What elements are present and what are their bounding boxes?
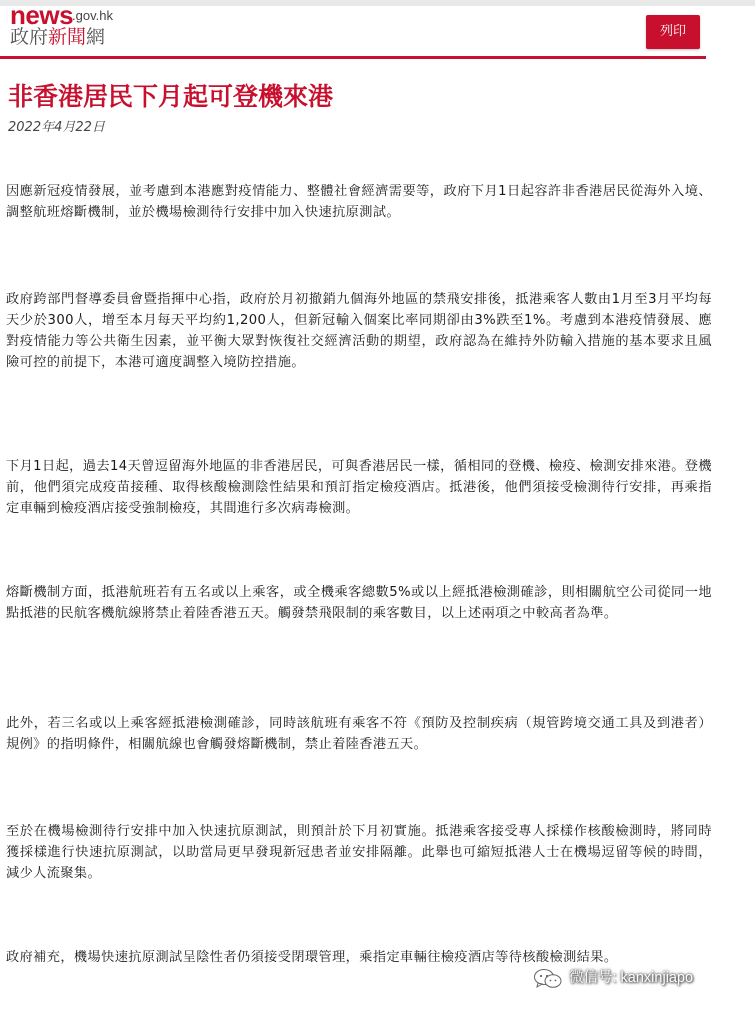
wechat-watermark — [533, 966, 753, 992]
print-button[interactable]: 列印 — [646, 15, 700, 49]
article-title: 非香港居民下月起可登機來港 — [8, 82, 334, 111]
site-header — [0, 0, 755, 58]
article-paragraph-1: 因應新冠疫情發展，並考慮到本港應對疫情能力、整體社會經濟需要等，政府下月1日起容許非香港居民從海外入境、調整航班熔斷機制，並於機場檢測待行安排中加入快速抗原測試。 — [6, 184, 712, 220]
article-paragraph-3: 下月1日起，過去14天曾逗留海外地區的非香港居民，可與香港居民一樣，循相同的登機、檢疫、檢測安排來港。登機前，他們須完成疫苗接種、取得核酸檢測陰性結果和預訂指定檢疫酒店。抵港後，他們須接受檢測待行安排，再乘指定車輛到檢疫酒店接受強制檢疫，其間進行多次病毒檢測。 — [6, 459, 712, 516]
logo-cn-part-3: 網 — [86, 26, 106, 48]
logo-news-text: news — [10, 0, 74, 30]
article-paragraph-4: 熔斷機制方面，抵港航班若有五名或以上乘客，或全機乘客總數5%或以上經抵港檢測確診，則相關航空公司從同一地點抵港的民航客機航線將禁止着陸香港五天。觸發禁飛限制的乘客數目，以上述兩項之中較高者為準。 — [6, 585, 712, 621]
site-logo[interactable] — [10, 0, 150, 52]
watermark-text: 微信号: kanxinjiapo — [569, 970, 694, 986]
article-paragraph-6: 至於在機場檢測待行安排中加入快速抗原測試，則預計於下月初實施。抵港乘客接受專人採樣作核酸檢測時，將同時獲採樣進行快速抗原測試，以助當局更早發現新冠患者並安排隔離。此舉也可縮短抵港人士在機場逗留等候的時間，減少人流聚集。 — [6, 824, 712, 881]
logo-chinese-name — [10, 26, 105, 48]
article-date: 2022年4月22日 — [8, 120, 105, 135]
wechat-icon — [533, 968, 563, 990]
logo-cn-part-2: 新聞 — [48, 26, 87, 48]
article-paragraph-5: 此外，若三名或以上乘客經抵港檢測確診，同時該航班有乘客不符《預防及控制疾病（規管跨境交通工具及到港者）規例》的指明條件，相關航線也會觸發熔斷機制，禁止着陸香港五天。 — [6, 716, 712, 752]
article-paragraph-7: 政府補充，機場快速抗原測試呈陰性者仍須接受閉環管理，乘指定車輛往檢疫酒店等待核酸檢測結果。 — [6, 950, 618, 965]
logo-domain-text: .gov.hk — [72, 8, 113, 23]
header-divider — [0, 56, 706, 59]
logo-cn-part-1: 政府 — [10, 26, 49, 48]
article-paragraph-2: 政府跨部門督導委員會暨指揮中心指，政府於月初撤銷九個海外地區的禁飛安排後，抵港乘客人數由1月至3月平均每天少於300人，增至本月每天平均約1,200人，但新冠輸入個案比率同期卻由3%跌至1%。考慮到本港疫情發展、應對疫情能力等公共衛生因素，並平衡大眾對恢復社交經濟活動的期望，政府認為在維持外防輸入措施的基本要求且風險可控的前提下，本港可適度調整入境防控措施。 — [6, 292, 712, 370]
